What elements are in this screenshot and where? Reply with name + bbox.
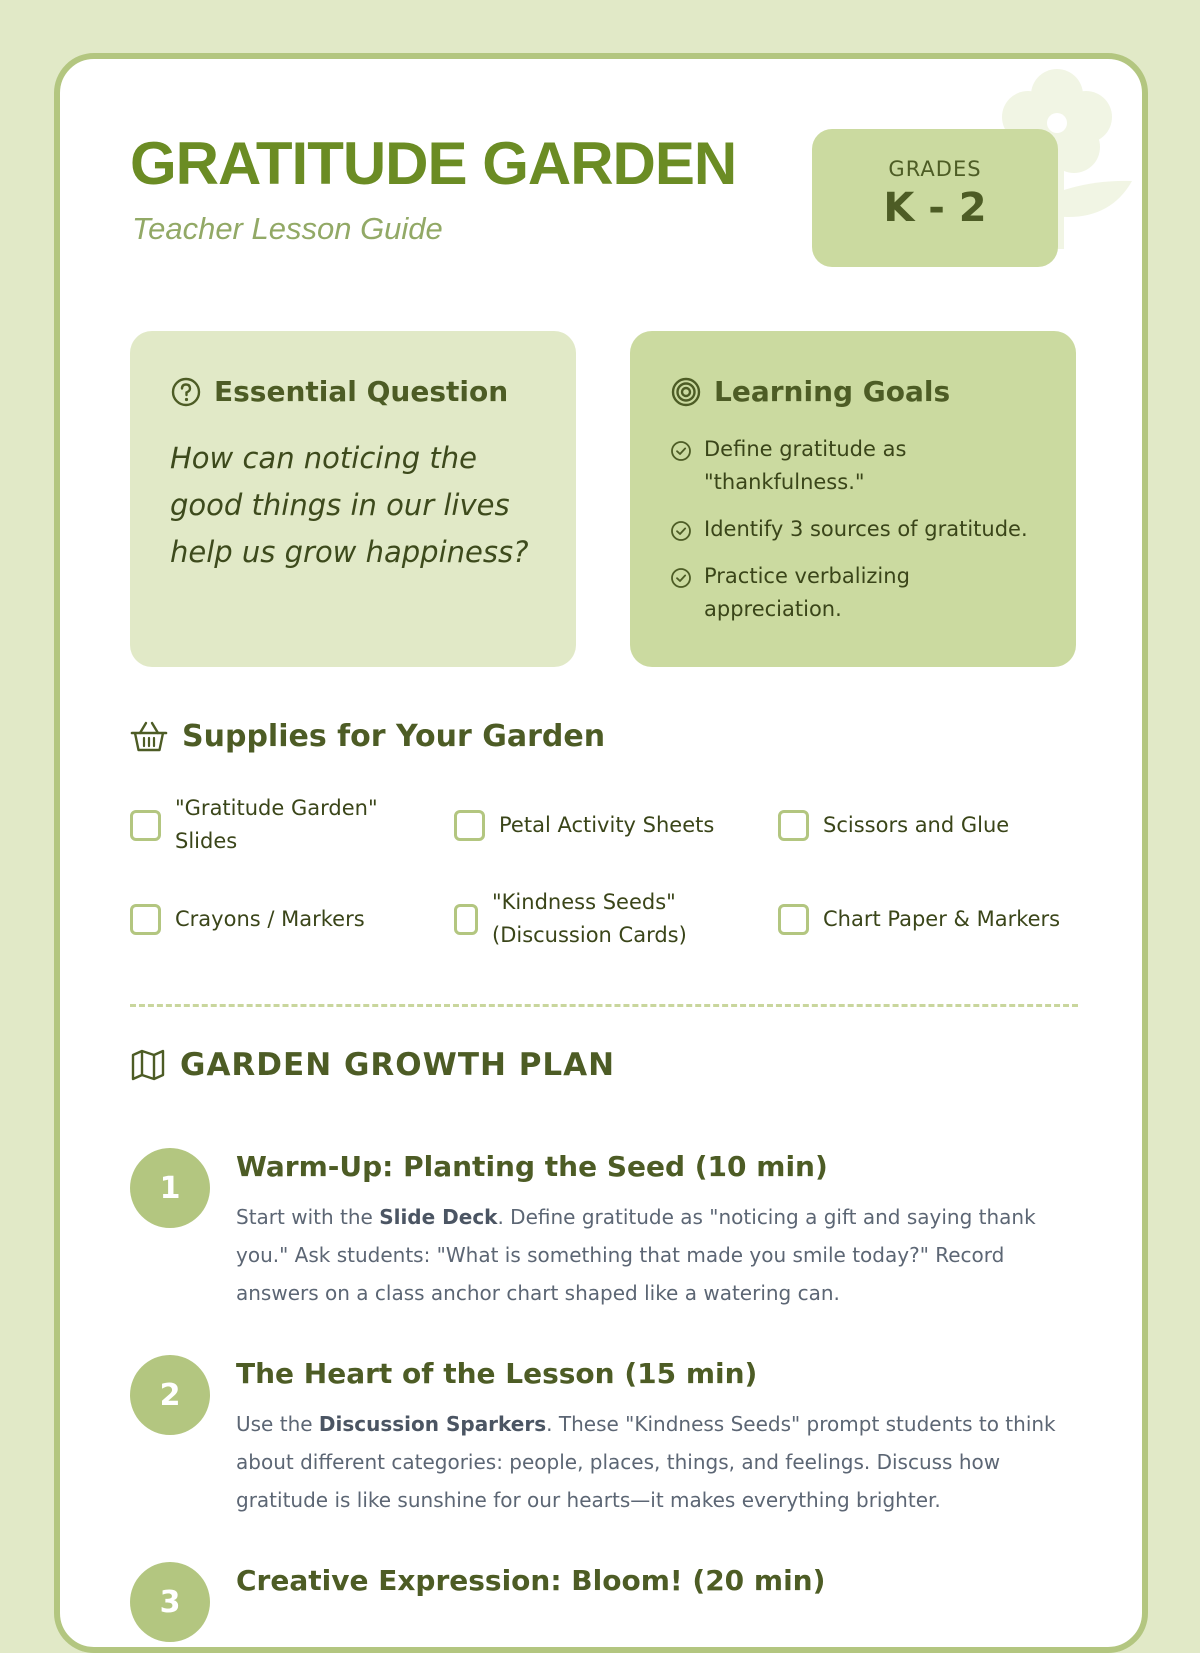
question-circle-icon: [170, 376, 202, 408]
supply-label: Crayons / Markers: [175, 906, 365, 931]
map-icon: [130, 1048, 166, 1082]
check-circle-icon: [670, 440, 692, 462]
grades-label: GRADES: [888, 157, 982, 181]
grades-badge: [812, 129, 1058, 267]
step-body: Start with the Slide Deck. Define gratitude as "noticing a gift and saying thank you." Ask students: "What is something that made you smile today?" Record answers on a class anchor chart shaped like a watering can.: [236, 1205, 1036, 1305]
supplies-checklist: [130, 787, 1080, 957]
supply-checkbox[interactable]: [454, 904, 478, 935]
essential-question-heading: [170, 375, 508, 408]
supply-item[interactable]: [778, 881, 1080, 957]
goal-item: [670, 513, 1050, 546]
step-number: 2: [130, 1355, 210, 1435]
supply-label: Scissors and Glue: [823, 812, 1010, 837]
goal-item: [670, 433, 1050, 499]
step-body-highlight: Discussion Sparkers: [318, 1412, 547, 1436]
supply-item[interactable]: [454, 881, 778, 957]
essential-question-panel: [130, 331, 576, 667]
essential-question-text: How can noticing the good things in our lives help us grow happiness?: [170, 441, 529, 569]
supplies-heading: [130, 719, 605, 754]
step-title: Creative Expression: Bloom! (20 min): [236, 1564, 826, 1597]
step-number: 1: [130, 1148, 210, 1228]
step-title: Warm-Up: Planting the Seed (10 min): [236, 1150, 828, 1183]
supply-label: Petal Activity Sheets: [499, 812, 715, 837]
goal-item: [670, 560, 1050, 626]
check-circle-icon: [670, 520, 692, 542]
supplies-title: Supplies for Your Garden: [182, 719, 606, 754]
goal-text: Practice verbalizing appreciation.: [704, 564, 910, 621]
supply-item[interactable]: [130, 881, 454, 957]
supply-checkbox[interactable]: [130, 810, 161, 841]
grades-value: K - 2: [883, 185, 987, 231]
page-subtitle: Teacher Lesson Guide: [132, 211, 443, 246]
lesson-guide-card: [54, 53, 1148, 1653]
supply-checkbox[interactable]: [130, 904, 161, 935]
step-body: Use the Discussion Sparkers. These "Kindness Seeds" prompt students to think about different categories: people, places, things, and feelings. Discuss how gratitude is like sunshine for our hearts—it makes everything brighter.: [236, 1412, 1056, 1512]
section-divider: [130, 1004, 1078, 1007]
supply-checkbox[interactable]: [778, 810, 809, 841]
learning-goals-list: [670, 433, 1050, 640]
page-title: GRATITUDE GARDEN: [130, 130, 737, 197]
step-title: The Heart of the Lesson (15 min): [236, 1357, 758, 1390]
supply-label: Chart Paper & Markers: [823, 906, 1061, 931]
supply-label: "Gratitude Garden" Slides: [175, 796, 378, 853]
plan-heading: [130, 1047, 615, 1083]
learning-goals-panel: [630, 331, 1076, 667]
supply-checkbox[interactable]: [778, 904, 809, 935]
learning-goals-title: Learning Goals: [714, 375, 951, 408]
goal-text: Define gratitude as "thankfulness.": [704, 437, 907, 494]
supply-item[interactable]: [454, 787, 778, 863]
supply-label: "Kindness Seeds" (Discussion Cards): [492, 890, 687, 947]
goal-text: Identify 3 sources of gratitude.: [704, 517, 1028, 541]
step-body-highlight: Slide Deck: [379, 1205, 498, 1229]
supply-item[interactable]: [130, 787, 454, 863]
supply-item[interactable]: [778, 787, 1080, 863]
essential-question-title: Essential Question: [214, 375, 509, 408]
target-icon: [670, 376, 702, 408]
plan-title: GARDEN GROWTH PLAN: [180, 1047, 616, 1083]
supply-checkbox[interactable]: [454, 810, 485, 841]
basket-icon: [130, 720, 168, 754]
learning-goals-heading: [670, 375, 950, 408]
check-circle-icon: [670, 567, 692, 589]
step-number: 3: [130, 1562, 210, 1642]
